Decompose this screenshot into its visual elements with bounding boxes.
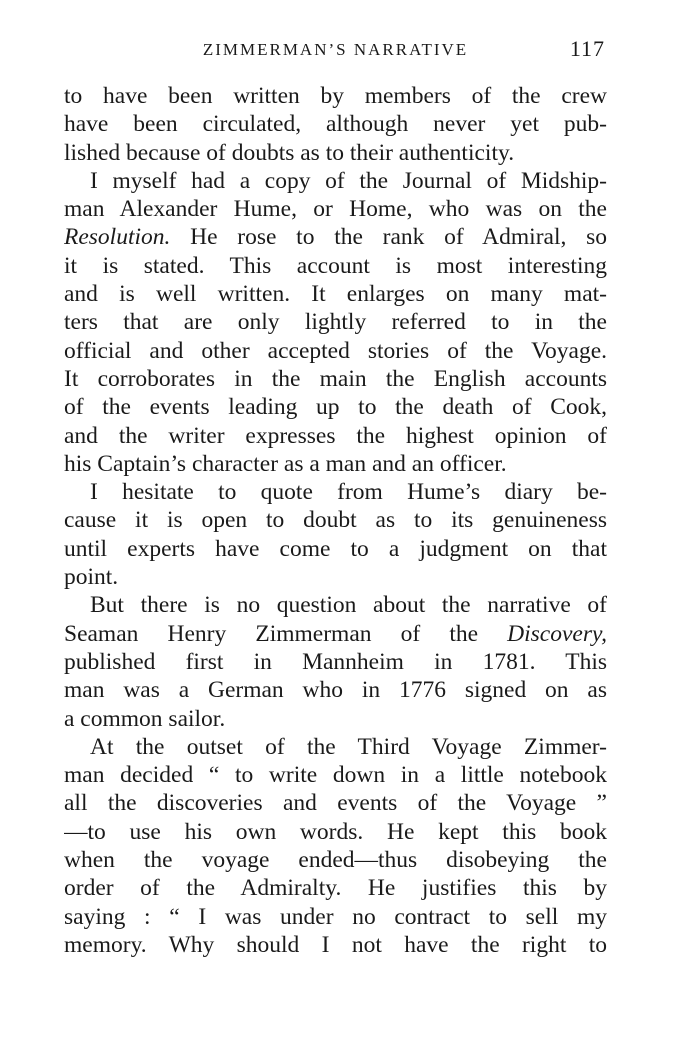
text-line: until experts have come to a judgment on that [64, 535, 607, 562]
text-line: I hesitate to quote from Hume’s diary be- [90, 479, 607, 506]
text-line: ters that are only lightly referred to in the [64, 309, 607, 336]
body-text [64, 82, 607, 959]
text-line: published first in Mannheim in 1781. This [64, 648, 607, 675]
text-line: —to use his own words. He kept this book [64, 818, 607, 845]
text-line [64, 223, 607, 251]
text-line: man Alexander Hume, or Home, who was on the [64, 196, 607, 223]
text-line: point. [64, 564, 119, 591]
text-line [64, 620, 607, 648]
text-line: man decided “ to write down in a little notebook [64, 762, 607, 789]
text-line: and the writer expresses the highest opinion of [64, 422, 607, 449]
text-line: official and other accepted stories of the Voyage. [64, 337, 607, 364]
text-line: order of the Admiralty. He justifies this by [64, 875, 607, 902]
text-segment: Seaman Henry Zimmerman of the [64, 620, 508, 647]
text-line: his Captain’s character as a man and an officer. [64, 450, 507, 477]
text-line: all the discoveries and events of the Voyage ” [64, 790, 607, 817]
page-number: 117 [569, 36, 605, 61]
text-line: and is well written. It enlarges on many mat- [64, 281, 607, 308]
text-line: lished because of doubts as to their authenticity. [64, 139, 515, 166]
running-head [64, 36, 607, 66]
text-line: it is stated. This account is most interesting [64, 252, 607, 279]
running-title: ZIMMERMAN’S NARRATIVE [202, 40, 469, 59]
text-line: when the voyage ended—thus disobeying the [64, 847, 607, 874]
text-line: to have been written by members of the crew [64, 83, 607, 109]
italic-title: Discovery, [507, 620, 607, 647]
text-line: cause it is open to doubt as to its genuineness [64, 507, 607, 534]
text-line: have been circulated, although never yet pub- [64, 111, 607, 138]
text-line: man was a German who in 1776 signed on as [64, 677, 607, 704]
text-segment: He rose to the rank of Admiral, so [170, 224, 607, 251]
text-line: memory. Why should I not have the right to [64, 931, 607, 958]
italic-title: Resolution. [64, 224, 171, 251]
text-line: At the outset of the Third Voyage Zimmer- [90, 733, 607, 760]
text-line: I myself had a copy of the Journal of Midship- [90, 167, 607, 194]
text-line: a common sailor. [64, 705, 226, 732]
text-line: saying : “ I was under no contract to sell my [64, 903, 607, 930]
text-line: of the events leading up to the death of Cook, [64, 394, 607, 421]
text-line: It corroborates in the main the English accounts [64, 365, 607, 392]
text-line: But there is no question about the narrative of [90, 592, 607, 619]
